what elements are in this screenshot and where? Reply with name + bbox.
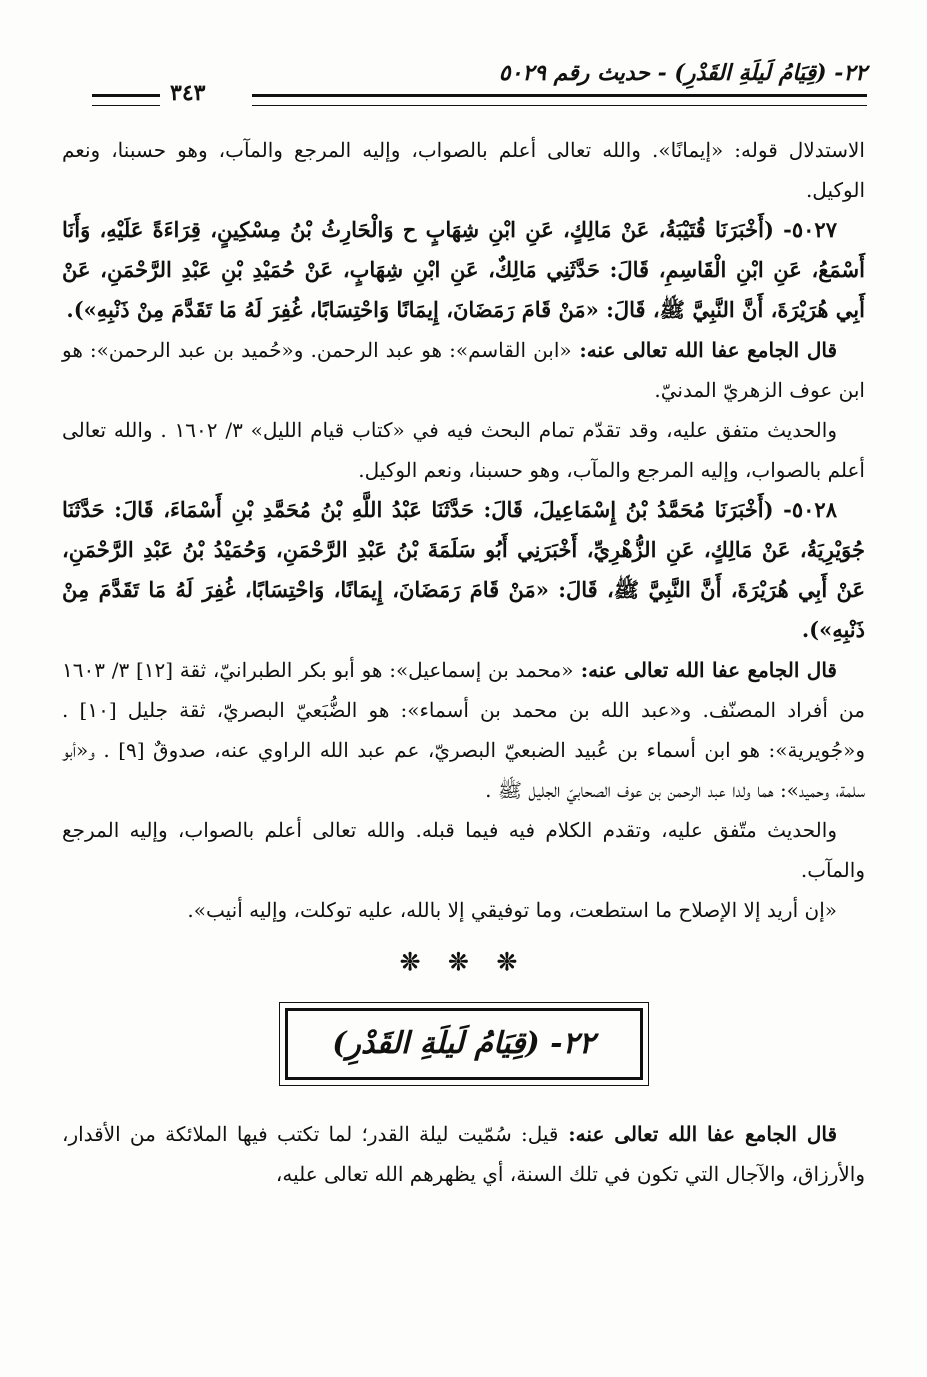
closing-paragraph [62,1114,865,1194]
running-header [92,60,867,106]
header-rule-left [92,94,160,106]
header-title: ٢٢- (قِيَامُ لَيلَةِ القَدْرِ) - حديث رقم ٥٠٢٩ [498,60,867,86]
bold-text-run: قال الجامع عفا الله تعالى عنه: [571,338,838,362]
commentary-paragraph [62,810,865,890]
hadith-paragraph [62,210,865,330]
paragraphs [62,130,865,930]
text-run: والحديث متّفق عليه، وتقدم الكلام فيه فيما قبله. والله تعالى أعلم بالصواب، وإليه المرجع والمآب. [62,818,865,882]
hadith-paragraph [62,490,865,650]
chapter-title: ٢٢- (قِيَامُ لَيلَةِ القَدْرِ) [285,1008,643,1080]
text-run: «محمد بن إسماعيل»: هو أبو بكر الطبرانيّ، ثقة [١٢] ٣/ ١٦٠٣ من أفراد المصنّف. و«عبد الله بن محمد بن أسماء»: هو الضُّبَعيّ البصريّ، ثقة جليل [١٠] . و«جُويرية»: هو ابن أسماء بن عُبيد الضبعيّ البصريّ، عم عبد الله الراوي عنه، صدوقٌ [٩] . و«أبو سلمة، وحميد»: هما ولدا عبد الرحمن بن عوف الصحابيّ الجليل ﷺ . [62,658,865,802]
text-run: «ابن القاسم»: هو عبد الرحمن. و«حُميد بن عبد الرحمن»: هو ابن عوف الزهريّ المدنيّ. [62,338,865,402]
closing-lead: قال الجامع عفا الله تعالى عنه: [558,1122,838,1146]
page-number: ٣٤٣ [170,80,206,106]
bold-text-run: قال الجامع عفا الله تعالى عنه: [573,658,837,682]
commentary-paragraph [62,130,865,210]
bold-text-run: ٥٠٢٨- (أَخْبَرَنَا مُحَمَّدُ بْنُ إِسْمَاعِيلَ، قَالَ: حَدَّثَنَا عَبْدُ اللَّهِ بْنُ مُحَمَّدِ بْنِ أَسْمَاءَ، قَالَ: حَدَّثَنَا جُوَيْرِيَةُ، عَنْ مَالِكٍ، عَنِ الزُّهْرِيِّ، أَخْبَرَنِي أَبُو سَلَمَةَ بْنُ عَبْدِ الرَّحْمَنِ، وَحُمَيْدُ بْنُ عَبْدِ الرَّحْمَنِ، عَنْ أَبِي هُرَيْرَةَ، أَنَّ النَّبِيَّ ﷺ، قَالَ: «مَنْ قَامَ رَمَضَانَ، إِيمَانًا، وَاحْتِسَابًا، غُفِرَ لَهُ مَا تَقَدَّمَ مِنْ ذَنْبِهِ»). [62,497,865,642]
commentary-paragraph [62,410,865,490]
commentary-paragraph [62,650,865,810]
commentary-paragraph [62,890,865,930]
commentary-paragraph [62,330,865,410]
header-rule [252,94,867,106]
text-run: «إن أريد إلا الإصلاح ما استطعت، وما توفيقي إلا بالله، عليه توكلت، وإليه أنيب». [187,898,837,922]
text-run: الاستدلال قوله: «إيمانًا». والله تعالى أعلم بالصواب، وإليه المرجع والمآب، وهو حسبنا، ونعم الوكيل. [62,138,865,202]
text-run: والحديث متفق عليه، وقد تقدّم تمام البحث فيه في «كتاب قيام الليل» ٣/ ١٦٠٢ . والله تعالى أعلم بالصواب، وإليه المرجع والمآب، وهو حسبنا، ونعم الوكيل. [62,418,865,482]
body-text [62,130,865,1194]
chapter-heading-box [279,1002,649,1086]
separator-stars: ❊ ❊ ❊ [399,947,528,976]
closing-text: قيل: سُمّيت ليلة القدر؛ لما تكتب فيها الملائكة من الأقدار، والأرزاق، والآجال التي تكون في تلك السنة، أي يظهرهم الله تعالى عليه، [62,1122,865,1186]
bold-text-run: ٥٠٢٧- (أَخْبَرَنَا قُتَيْبَةُ، عَنْ مَالِكٍ، عَنِ ابْنِ شِهَابٍ ح وَالْحَارِثُ بْنُ مِسْكِينٍ، قِرَاءَةً عَلَيْهِ، وَأَنَا أَسْمَعُ، عَنِ ابْنِ الْقَاسِمِ، قَالَ: حَدَّثَنِي مَالِكٌ، عَنِ ابْنِ شِهَابٍ، عَنْ حُمَيْدِ بْنِ عَبْدِ الرَّحْمَنِ، عَنْ أَبِي هُرَيْرَةَ، أَنَّ النَّبِيَّ ﷺ، قَالَ: «مَنْ قَامَ رَمَضَانَ، إِيمَانًا وَاحْتِسَابًا، غُفِرَ لَهُ مَا تَقَدَّمَ مِنْ ذَنْبِهِ»). [62,217,865,322]
